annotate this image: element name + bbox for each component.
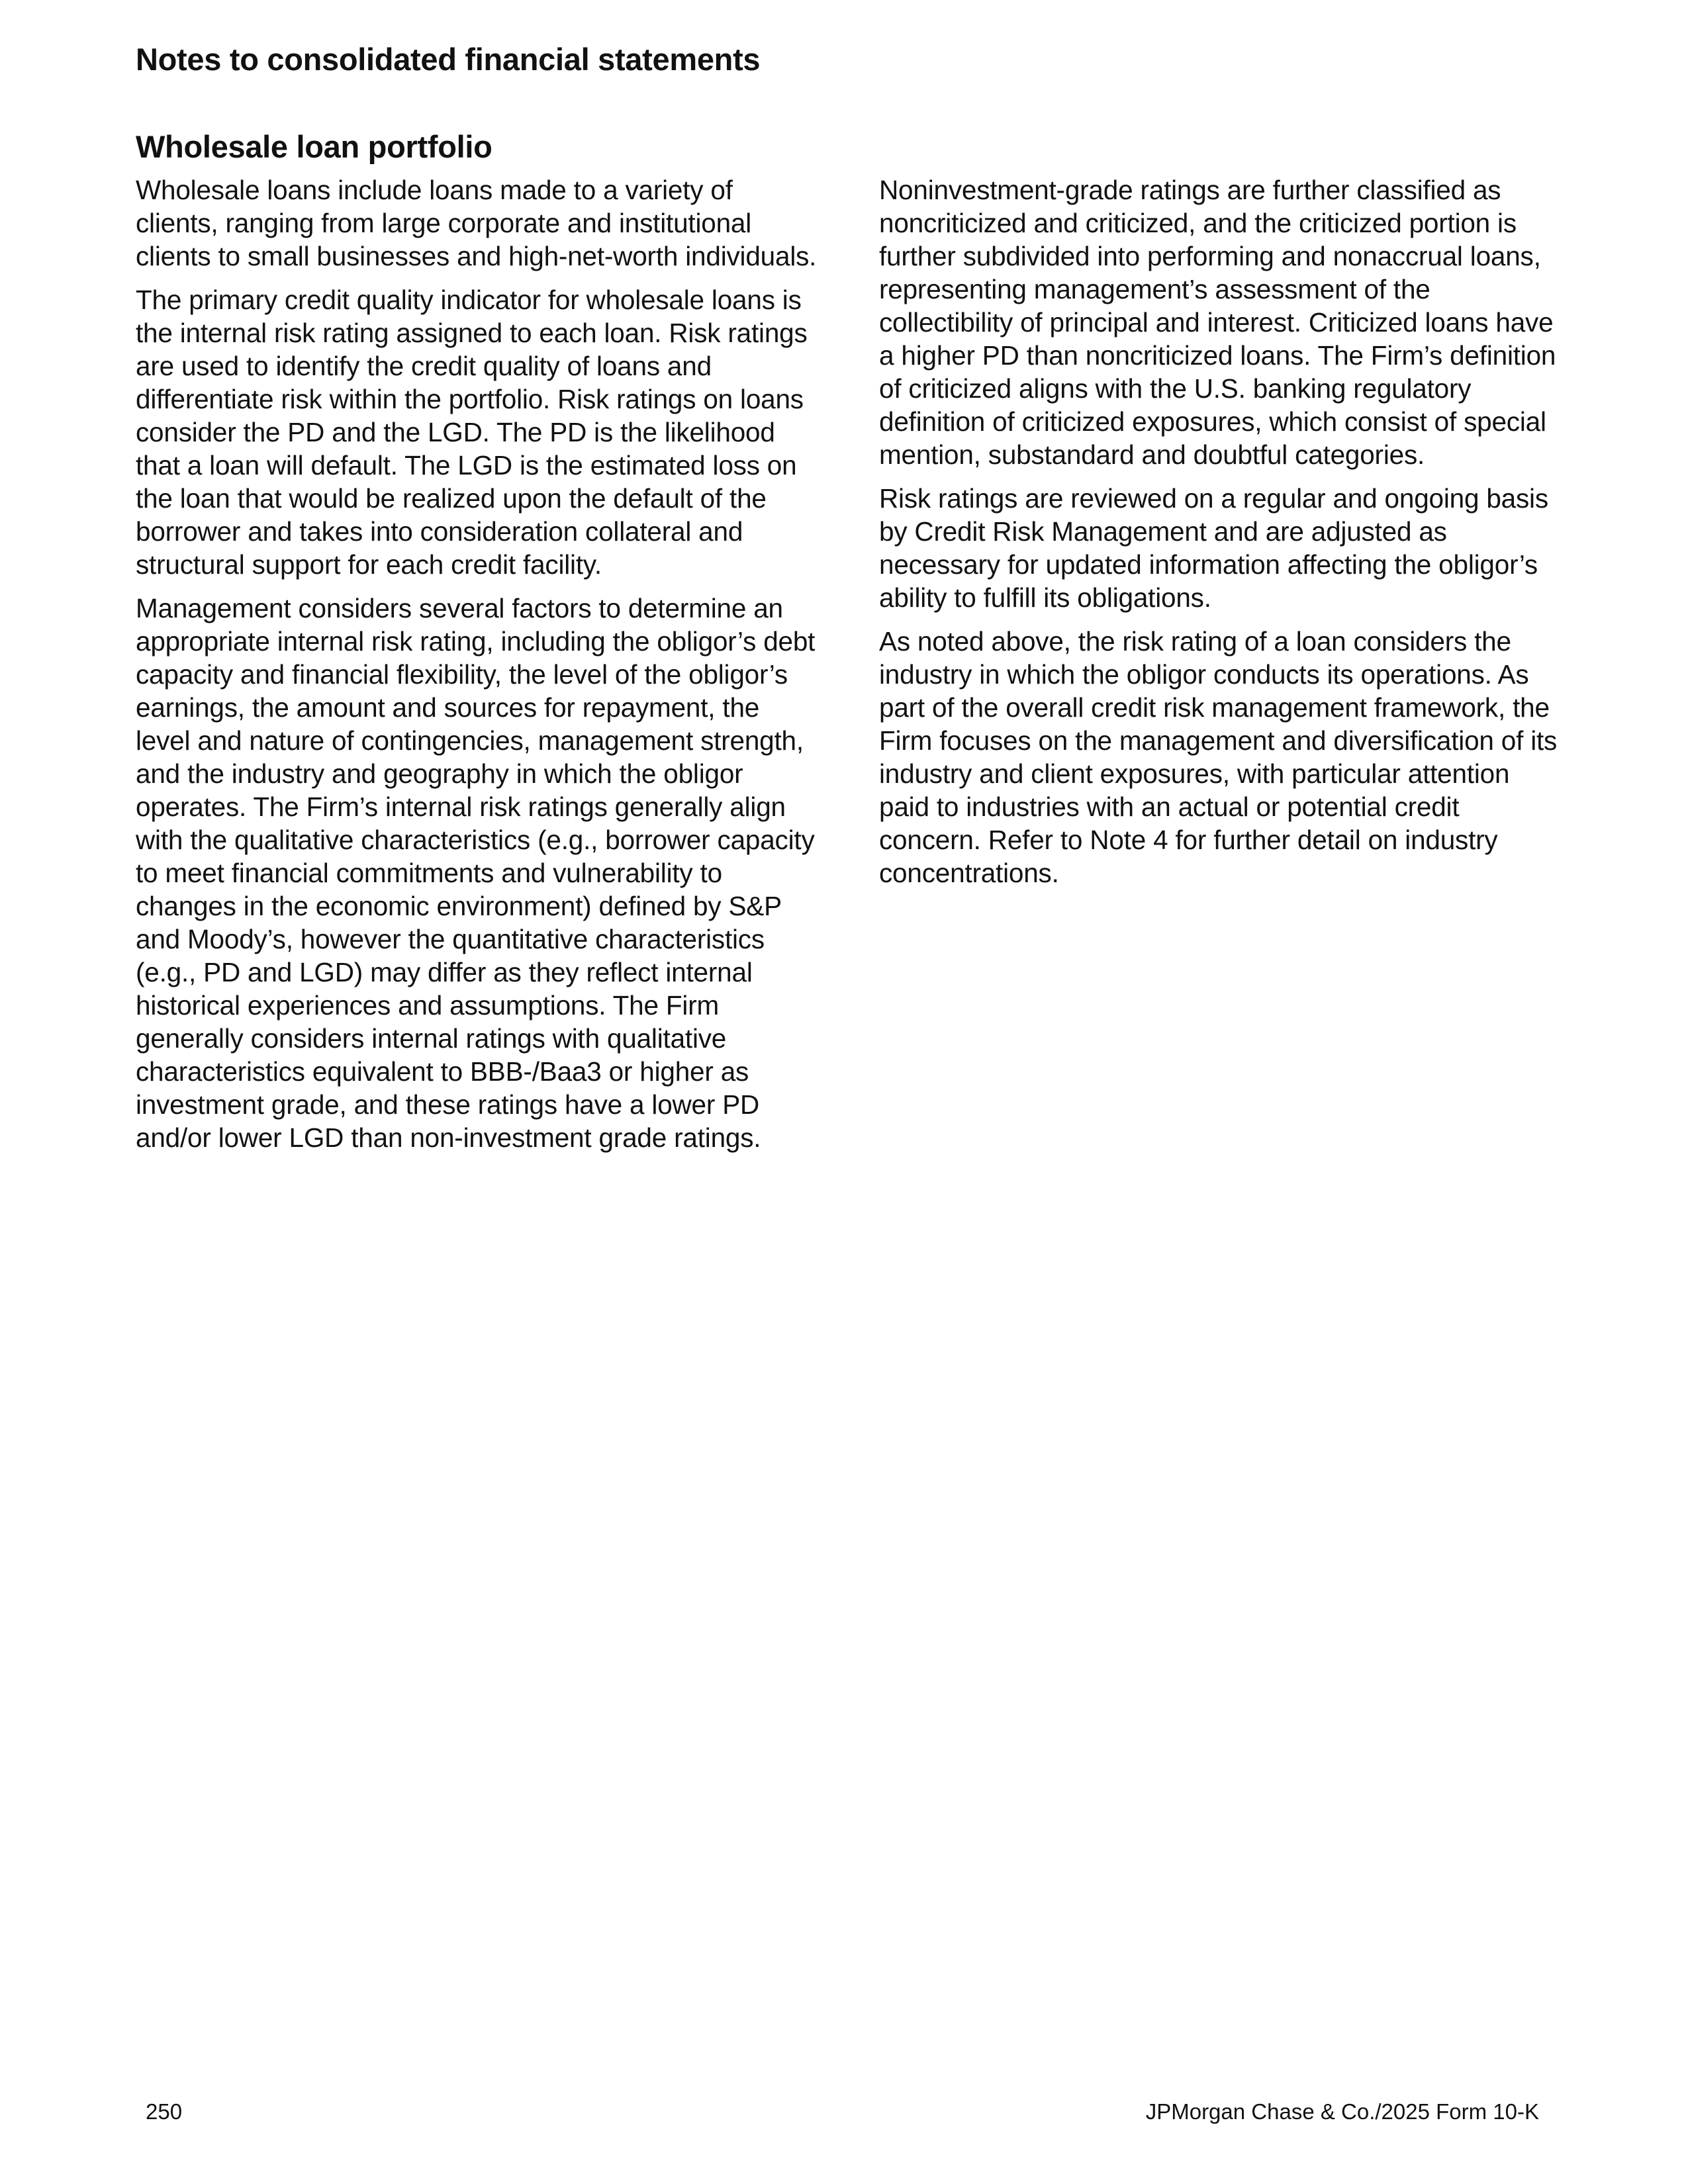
paragraph: Management considers several factors to determine an appropriate internal risk rating, including the obligor’s debt capacity and financial flexibility, the level of the obligor’s earnings, the amount and sources for repayment, the level and nature of contingencies, management strength, and the industry and geography in which the obligor operates. The Firm’s internal risk ratings generally align with the qualitative characteristics (e.g., borrower capacity to meet financial commitments and vulnerability to changes in the economic environment) defined by S&P and Moody’s, however the quantitative characteristics (e.g., PD and LGD) may differ as they reflect internal historical experiences and assumptions. The Firm generally considers internal ratings with qualitative characteristics equivalent to BBB-/Baa3 or higher as investment grade, and these ratings have a lower PD and/or lower LGD than non-investment grade ratings. xyxy=(136,593,816,1153)
paragraph: The primary credit quality indicator for wholesale loans is the internal risk rating assigned to each loan. Risk ratings are used to identify the credit quality of loans and differentiate risk within the portfolio. Risk ratings on loans consider the PD and the LGD. The PD is the likelihood that a loan will default. The LGD is the estimated loss on the loan that would be realized upon the default of the borrower and takes into consideration collateral and structural support for each credit facility. xyxy=(136,285,808,580)
right-column xyxy=(879,173,1561,900)
page-header-title: Notes to consolidated financial statements xyxy=(136,42,761,77)
page-number: 250 xyxy=(146,2099,183,2124)
section-title: Wholesale loan portfolio xyxy=(136,129,492,164)
paragraph: Noninvestment-grade ratings are further classified as noncriticized and criticized, and the criticized portion is further subdivided into performing and nonaccrual loans, representing management’s assessment of the collectibility of principal and interest. Criticized loans have a higher PD than noncriticized loans. The Firm’s definition of criticized aligns with the U.S. banking regulatory definition of criticized exposures, which consist of special mention, substandard and doubtful categories. xyxy=(879,175,1556,470)
paragraph: Wholesale loans include loans made to a variety of clients, ranging from large corporate and institutional clients to small businesses and high-net-worth individuals. xyxy=(136,175,817,271)
footer-source: JPMorgan Chase & Co./2025 Form 10-K xyxy=(1145,2099,1539,2124)
paragraph: As noted above, the risk rating of a loan considers the industry in which the obligor conducts its operations. As part of the overall credit risk management framework, the Firm focuses on the management and diversification of its industry and client exposures, with particular attention paid to industries with an actual or potential credit concern. Refer to Note 4 for further detail on industry concentrations. xyxy=(879,626,1558,888)
left-column xyxy=(136,173,818,1165)
paragraph: Risk ratings are reviewed on a regular and ongoing basis by Credit Risk Management and are adjusted as necessary for updated information affecting the obligor’s ability to fulfill its obligations. xyxy=(879,483,1548,613)
